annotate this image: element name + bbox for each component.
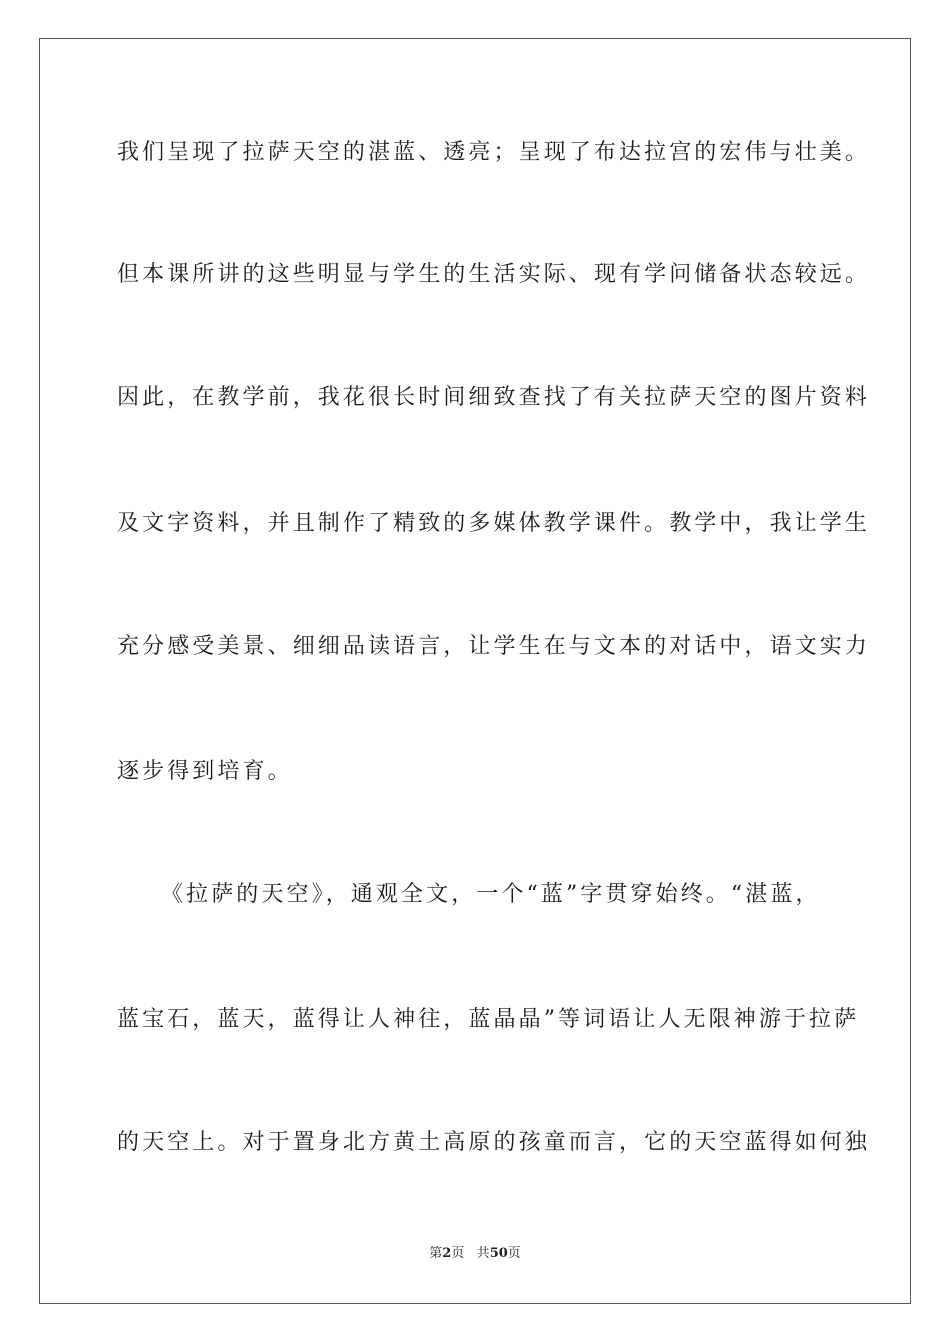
body-line-5: 充分感受美景、细细品读语言，让学生在与文本的对话中，语文实力 xyxy=(117,634,871,659)
body-line-1: 我们呈现了拉萨天空的湛蓝、透亮；呈现了布达拉宫的宏伟与壮美。 xyxy=(117,140,871,165)
total-prefix: 共 xyxy=(476,1246,490,1261)
body-line-7: 《拉萨的天空》，通观全文，一个“蓝”字贯穿始终。“湛蓝， xyxy=(161,882,821,907)
page-number: 2 xyxy=(442,1246,452,1261)
page-prefix: 第 xyxy=(429,1246,443,1261)
page-frame xyxy=(39,38,911,1304)
total-pages: 50 xyxy=(489,1246,508,1261)
body-line-9: 的天空上。对于置身北方黄土高原的孩童而言，它的天空蓝得如何独 xyxy=(117,1130,871,1155)
page-suffix: 页 xyxy=(451,1246,465,1261)
body-line-2: 但本课所讲的这些明显与学生的生活实际、现有学问储备状态较远。 xyxy=(117,262,871,287)
body-line-3: 因此，在教学前，我花很长时间细致查找了有关拉萨天空的图片资料 xyxy=(117,385,871,410)
body-line-6: 逐步得到培育。 xyxy=(117,759,293,784)
body-line-8: 蓝宝石，蓝天，蓝得让人神往，蓝晶晶”等词语让人无限神游于拉萨 xyxy=(117,1007,860,1032)
body-line-4: 及文字资料，并且制作了精致的多媒体教学课件。教学中，我让学生 xyxy=(117,511,871,536)
page-footer xyxy=(0,1245,950,1263)
total-suffix: 页 xyxy=(507,1246,521,1261)
